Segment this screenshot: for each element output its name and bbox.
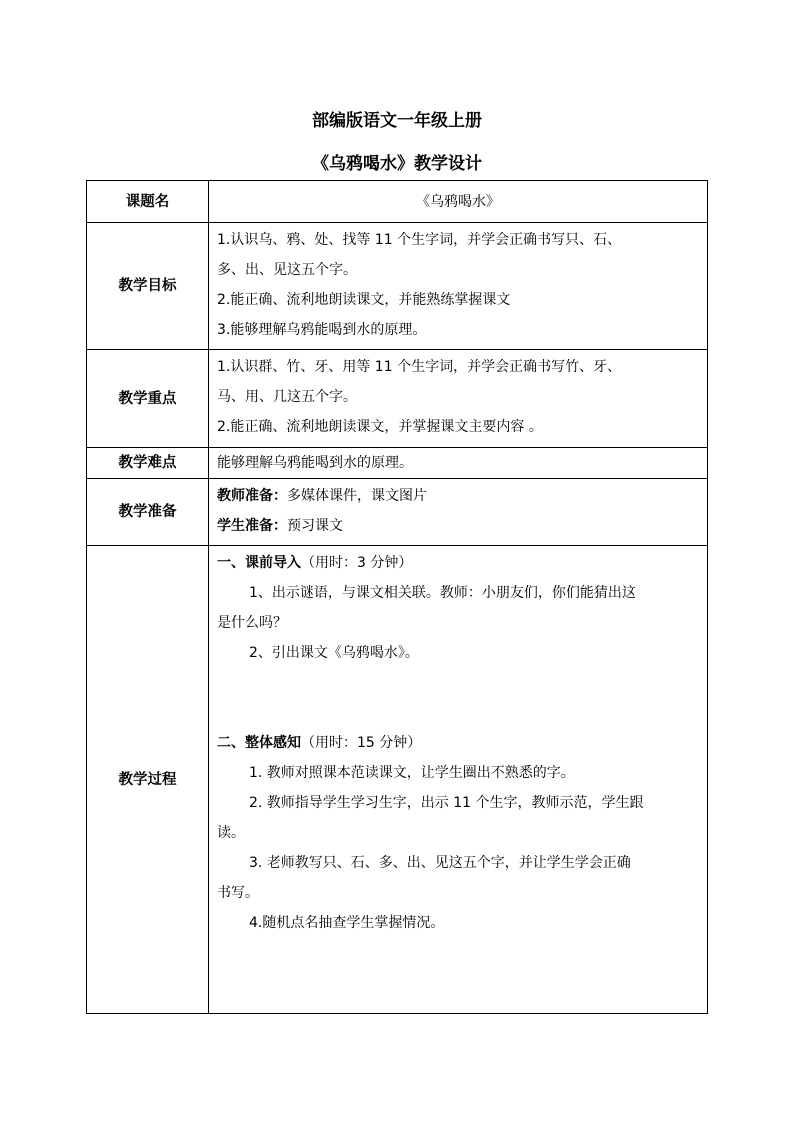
process-label: 教学过程 <box>87 546 209 1014</box>
key-points-line-2: 马、用、几这五个字。 <box>217 389 357 405</box>
process-content <box>209 546 708 1014</box>
teacher-preparation-value: 多媒体课件，课文图片 <box>287 488 427 504</box>
goals-line-4: 3.能够理解乌鸦能喝到水的原理。 <box>217 322 427 338</box>
goals-line-2: 多、出、见这五个字。 <box>217 262 357 278</box>
topic-value: 《乌鸦喝水》 <box>209 181 708 223</box>
goals-label: 教学目标 <box>87 223 209 350</box>
preparation-row <box>87 479 708 546</box>
teacher-preparation-label: 教师准备： <box>217 488 287 504</box>
topic-label: 课题名 <box>87 181 209 223</box>
document-subtitle: 《乌鸦喝水》教学设计 <box>312 154 482 174</box>
section-2-header <box>217 728 707 758</box>
section-1-heading: 一、课前导入 <box>217 555 301 571</box>
preparation-content <box>209 479 708 546</box>
section-2-item-4: 4.随机点名抽查学生掌握情况。 <box>249 915 445 931</box>
section-1-header <box>217 548 707 578</box>
difficulty-value: 能够理解乌鸦能喝到水的原理。 <box>209 448 708 479</box>
difficulty-row <box>87 448 708 479</box>
key-points-line-3: 2.能正确、流利地朗读课文，并掌握课文主要内容 。 <box>217 419 543 435</box>
section-2-item-1: 1. 教师对照课本范读课文，让学生圈出不熟悉的字。 <box>249 765 575 781</box>
section-2-time: （用时：15 分钟） <box>301 735 422 751</box>
section-2-item-2-cont: 读。 <box>217 825 245 841</box>
section-1-time: （用时：3 分钟） <box>301 555 413 571</box>
spacer <box>217 668 707 728</box>
process-row <box>87 546 708 1014</box>
section-2-heading: 二、整体感知 <box>217 735 301 751</box>
section-1-item-1-cont: 是什么吗？ <box>217 615 287 631</box>
lesson-plan-table <box>86 180 708 1014</box>
section-2-item-3-cont: 书写。 <box>217 885 259 901</box>
teacher-preparation <box>217 481 707 511</box>
key-points-row <box>87 350 708 448</box>
goals-line-1: 1.认识乌、鸦、处、找等 11 个生字词，并学会正确书写只、石、 <box>217 232 622 248</box>
goals-line-3: 2.能正确、流利地朗读课文，并能熟练掌握课文 <box>217 292 511 308</box>
goals-content <box>209 223 708 350</box>
goals-row <box>87 223 708 350</box>
student-preparation-value: 预习课文 <box>287 518 343 534</box>
student-preparation <box>217 511 707 541</box>
key-points-content <box>209 350 708 448</box>
section-1-item-2: 2、引出课文《乌鸦喝水》。 <box>249 645 419 661</box>
section-2-item-3: 3. 老师教写只、石、多、出、见这五个字，并让学生学会正确 <box>249 855 631 871</box>
difficulty-label: 教学难点 <box>87 448 209 479</box>
document-title: 部编版语文一年级上册 <box>312 111 482 131</box>
section-1-item-1: 1、出示谜语，与课文相关联。教师：小朋友们，你们能猜出这 <box>249 585 636 601</box>
key-points-label: 教学重点 <box>87 350 209 448</box>
section-2-item-2: 2. 教师指导学生学习生字，出示 11 个生字，教师示范，学生跟 <box>249 795 644 811</box>
key-points-line-1: 1.认识群、竹、牙、用等 11 个生字词，并学会正确书写竹、牙、 <box>217 359 622 375</box>
student-preparation-label: 学生准备： <box>217 518 287 534</box>
preparation-label: 教学准备 <box>87 479 209 546</box>
topic-row <box>87 181 708 223</box>
